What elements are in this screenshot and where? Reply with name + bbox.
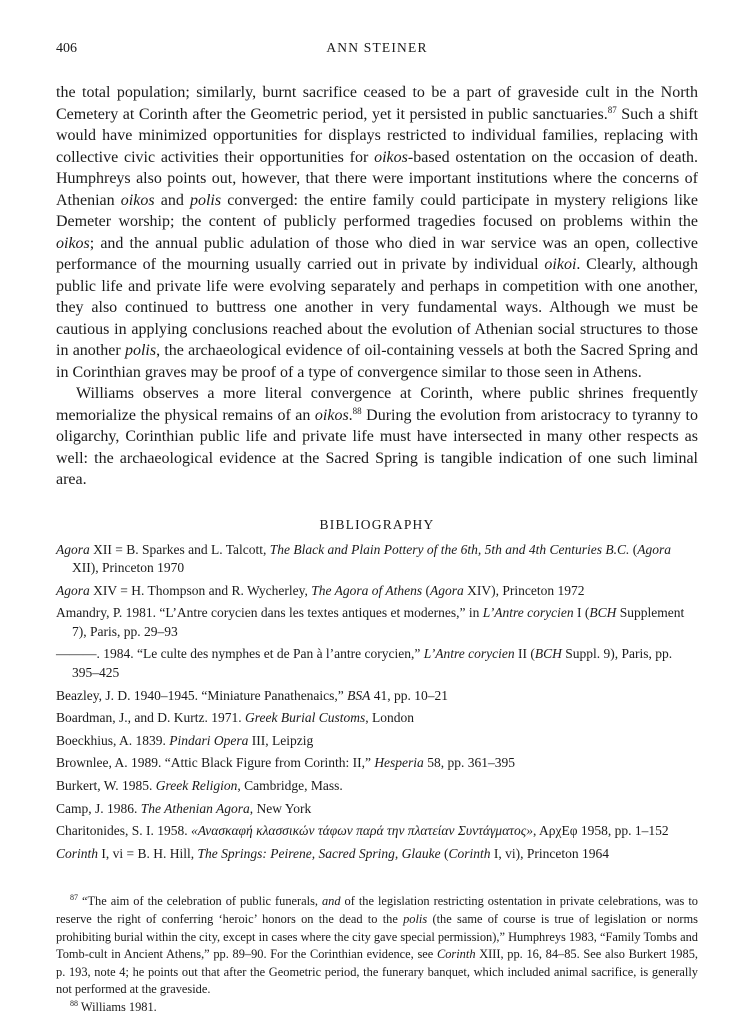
footnotes: [56, 893, 698, 1016]
italic-term: polis: [189, 191, 222, 209]
bib-italic: Corinth: [448, 845, 491, 861]
bib-text: I, vi = B. H. Hill,: [98, 845, 198, 861]
fn-text: of the legislation restricting ostentation in private celebrations, was to reserve the right of conferring ‘heroic’ honors on the dead to the: [56, 894, 698, 926]
text-run: converged: the entire family could participate in mystery religions like Demeter worship; the content of publicly performed tragedies focused on problems within the: [56, 191, 698, 230]
bib-text: XII), Princeton 1970: [72, 560, 185, 576]
bib-text: ———. 1984. “Le culte des nymphes et de Pan à l’antre corycien,”: [56, 646, 424, 662]
bib-italic: L’Antre corycien: [423, 646, 515, 662]
bib-text: XII = B. Sparkes and L. Talcott,: [89, 541, 270, 557]
text-run: Williams observes a more literal convergence at Corinth, where public shrines frequently memorialize the physical remains of an: [56, 385, 698, 424]
running-head: ANN STEINER: [326, 40, 428, 55]
bib-text: I (: [573, 605, 590, 621]
bib-entry: [56, 645, 698, 682]
bib-italic: The Black and Plain Pottery of the 6th, 5th and 4th Centuries B.C.: [269, 541, 630, 557]
text-run: and: [154, 191, 190, 209]
bib-italic: The Springs: Peirene, Sacred Spring, Glauke: [197, 845, 441, 861]
italic-term: oikos: [374, 148, 408, 166]
bib-text: XIV = H. Thompson and R. Wycherley,: [89, 582, 312, 598]
fn-text: (the same of course is true of legislation or norms prohibiting burial within the city, except in cases where the city gave special permission),” Humphreys 1983, “Family Tombs and Tomb-cult in Ancient Athens,” pp. 89–90. For the Corinthian evidence, see: [56, 912, 698, 962]
bib-text: Burkert, W. 1985.: [56, 778, 156, 794]
footnote-number: 87: [70, 893, 78, 903]
bib-text: 41, pp. 10–21: [370, 687, 449, 703]
bib-text: , ΑρχΕφ 1958, pp. 1–152: [532, 823, 669, 839]
bib-italic: The Athenian Agora: [140, 800, 250, 816]
bib-text: Suppl. 9), Paris, pp. 395–425: [72, 646, 673, 681]
bib-italic: Agora: [637, 541, 671, 557]
bib-text: Camp, J. 1986.: [56, 800, 141, 816]
bib-text: (: [440, 845, 449, 861]
bib-italic: BCH: [534, 646, 562, 662]
paragraph-2: [56, 383, 698, 491]
bib-italic: Corinth: [56, 845, 99, 861]
bibliography-heading: BIBLIOGRAPHY: [319, 516, 435, 532]
bib-text: , London: [365, 710, 414, 726]
fn-text: “The aim of the celebration of public funerals,: [78, 894, 322, 909]
bib-text: Boardman, J., and D. Kurtz. 1971.: [56, 710, 245, 726]
italic-term: oikos: [120, 191, 155, 209]
bib-text: I, vi), Princeton 1964: [490, 845, 609, 861]
bib-text: , New York: [249, 800, 312, 816]
bib-entry: [56, 800, 698, 819]
bib-text: Charitonides, S. I. 1958.: [56, 823, 191, 839]
bib-italic: Greek Burial Customs: [244, 710, 366, 726]
bib-entry: [56, 709, 698, 728]
bib-entry: [56, 845, 698, 864]
bib-entry: [56, 541, 698, 578]
fn-text: XIII, pp. 16, 84–85. See also Burkert 1985, p. 193, note 4; he points out that after the Geometric period, the funerary banquet, which included animal sacrifice, is generally not performed at the graveside.: [56, 947, 698, 997]
footnote-ref-88[interactable]: 88: [352, 405, 362, 416]
bib-text: Amandry, P. 1981. “L’Antre corycien dans les textes antiques et modernes,” in: [56, 605, 483, 621]
body-text: [56, 82, 698, 491]
bib-entry: [56, 822, 698, 841]
fn-italic: Corinth: [436, 947, 476, 962]
bib-italic: L’Antre corycien: [482, 605, 574, 621]
text-run: . Clearly, although public life and private life were evolving separately and perhaps in competition with one another, they also continued to buttress one another in very fundamental ways. Although we must be cautious in applying conclusions reached about the evolution of Athenian social structures to those in another: [56, 256, 699, 359]
text-run: During the evolution from aristocracy to tyranny to oligarchy, Corinthian public life and private life must have intersected in many other respects as well: the archaeological evidence at the Sacred Spring is tangible indication of one such liminal area.: [56, 406, 699, 488]
bib-italic: Hesperia: [374, 755, 424, 771]
bib-entry: [56, 604, 698, 641]
bib-text: III, Leipzig: [248, 732, 314, 748]
footnote-88: [56, 999, 698, 1017]
text-run: -based ostentation on the occasion of death. Humphreys also points out, however, that there were important institutions where the concerns of Athenian: [56, 148, 699, 209]
bib-entry: [56, 687, 698, 706]
bib-text: (: [629, 541, 638, 557]
bib-italic: BSA: [347, 687, 371, 703]
page: [56, 40, 698, 1017]
footnote-number: 88: [70, 998, 78, 1008]
page-header: [56, 40, 698, 62]
bib-entry: [56, 732, 698, 751]
bib-italic: Agora: [56, 582, 90, 598]
text-run: , the archaeological evidence of oil-containing vessels at both the Sacred Spring and in Corinthian graves may be proof of a type of convergence similar to those seen in Athens.: [56, 342, 699, 381]
fn-italic: and: [321, 894, 341, 909]
fn-text: Williams 1981.: [78, 999, 157, 1014]
bib-text: XIV), Princeton 1972: [463, 582, 585, 598]
bibliography-list: [56, 541, 698, 864]
bib-italic: The Agora of Athens: [311, 582, 423, 598]
bib-text: (: [422, 582, 431, 598]
footnote-ref-87[interactable]: 87: [607, 104, 617, 115]
bib-text: Beazley, J. D. 1940–1945. “Miniature Panathenaics,”: [56, 687, 348, 703]
fn-italic: polis: [403, 912, 428, 926]
bib-italic: Pindari Opera: [169, 732, 249, 748]
bib-italic: BCH: [589, 605, 617, 621]
bib-text: II (: [514, 646, 535, 662]
bib-text: Brownlee, A. 1989. “Attic Black Figure from Corinth: II,”: [56, 755, 375, 771]
bib-entry: [56, 582, 698, 601]
bib-italic: Agora: [56, 541, 90, 557]
italic-term: polis: [124, 342, 157, 359]
bib-text: , Cambridge, Mass.: [237, 778, 343, 794]
italic-term: oikoi: [544, 256, 577, 273]
bib-text: Supplement 7), Paris, pp. 29–93: [72, 605, 685, 639]
italic-term: oikos: [314, 406, 349, 424]
bib-entry: [56, 777, 698, 796]
bib-text: 58, pp. 361–395: [423, 755, 515, 771]
footnote-87: [56, 893, 698, 999]
bib-text: Boeckhius, A. 1839.: [56, 732, 170, 748]
paragraph-1: [56, 82, 698, 383]
text-run: Such a shift would have minimized opportunities for displays restricted to individual families, replacing with collective civic activities their opportunities for: [56, 105, 698, 166]
bib-italic: Agora: [430, 582, 464, 598]
page-number: 406: [56, 41, 77, 56]
bib-italic: «Ανασκαφή κλασσικών τάφων παρά την πλατείαν Συντάγματος»: [191, 823, 533, 839]
text-run: the total population; similarly, burnt sacrifice ceased to be a part of graveside cult in the North Cemetery at Corinth after the Geometric period, yet it persisted in public sanctuaries.: [56, 84, 698, 123]
text-run: ; and the annual public adulation of those who died in war service was an open, collective performance of the mourning usually carried out in private by individual: [56, 234, 698, 273]
bib-entry: [56, 754, 698, 773]
italic-term: oikos: [56, 234, 90, 252]
text-run: .: [348, 406, 353, 424]
bib-italic: Greek Religion: [155, 778, 238, 794]
